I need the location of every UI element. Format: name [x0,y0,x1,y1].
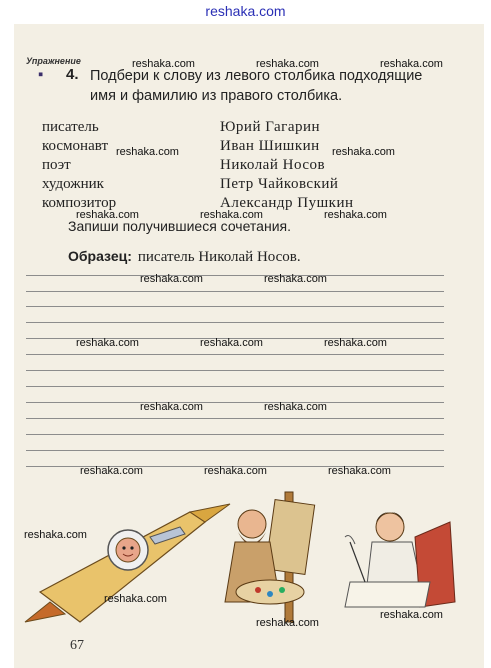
watermark: reshaka.com [200,337,263,349]
watermark: reshaka.com [104,593,167,605]
watermark: reshaka.com [24,529,87,541]
writing-line [26,322,444,323]
profession-item: композитор [42,195,117,211]
watermark: reshaka.com [256,58,319,70]
watermark: reshaka.com [324,337,387,349]
profession-item: поэт [42,157,71,173]
writing-line [26,402,444,403]
names-column [220,118,354,213]
sample-text: писатель Николай Носов. [137,249,301,265]
name-item: Петр Чайковский [220,176,339,192]
task-text: Подбери к слову из левого столбика подходящие имя и фамилию из правого столбика. [90,68,423,104]
watermark: reshaka.com [140,273,203,285]
watermark: reshaka.com [380,609,443,621]
watermark: reshaka.com [328,465,391,477]
watermark: reshaka.com [380,58,443,70]
writing-line [26,275,444,276]
watermark: reshaka.com [256,617,319,629]
task-marker-icon: ▪ [38,66,44,83]
name-item: Николай Носов [220,157,326,173]
writing-line [26,370,444,371]
watermark: reshaka.com [332,146,395,158]
profession-item: космонавт [42,138,108,154]
page-number: 67 [70,638,84,653]
writing-line [26,450,444,451]
name-item: Юрий Гагарин [220,119,321,135]
task-number: 4. [66,66,79,83]
site-brand[interactable]: reshaka.com [205,3,286,19]
profession-item: художник [42,176,104,192]
watermark: reshaka.com [204,465,267,477]
section-label: Упражнение [26,56,81,66]
name-item: Иван Шишкин [220,138,320,154]
writing-line [26,306,444,307]
watermark: reshaka.com [76,337,139,349]
watermark: reshaka.com [200,209,263,221]
watermark: reshaka.com [264,401,327,413]
writing-line [26,291,444,292]
writing-line [26,354,444,355]
writer-icon [345,512,455,607]
sample-line [68,248,301,266]
watermark: reshaka.com [80,465,143,477]
instruction-text: Запиши получившиеся сочетания. [68,218,291,234]
sample-label: Образец: [68,248,132,264]
watermark: reshaka.com [264,273,327,285]
painter-icon [225,492,315,622]
writing-line [26,386,444,387]
writing-line [26,434,444,435]
profession-item: писатель [42,119,99,135]
name-item: Александр Пушкин [220,195,354,211]
writing-line [26,418,444,419]
watermark: reshaka.com [132,58,195,70]
watermark: reshaka.com [140,401,203,413]
watermark: reshaka.com [76,209,139,221]
watermark: reshaka.com [324,209,387,221]
watermark: reshaka.com [116,146,179,158]
professions-column [42,118,116,213]
